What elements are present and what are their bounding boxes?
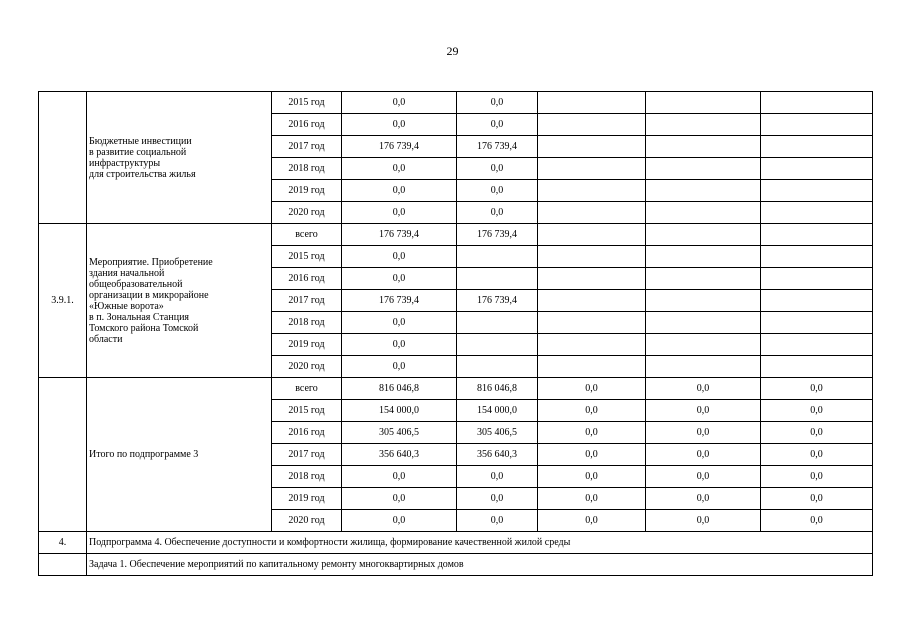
section-number [39, 554, 87, 576]
year-cell: 2018 год [272, 466, 342, 488]
item-number: 3.9.1. [39, 224, 87, 378]
value-cell: 0,0 [761, 444, 873, 466]
value-cell [646, 224, 761, 246]
value-cell: 0,0 [646, 488, 761, 510]
value-cell [761, 312, 873, 334]
value-cell: 0,0 [342, 180, 457, 202]
value-cell [457, 246, 538, 268]
value-cell [761, 356, 873, 378]
value-cell: 0,0 [457, 202, 538, 224]
value-cell [538, 334, 646, 356]
table-row [39, 378, 873, 400]
value-cell: 0,0 [646, 400, 761, 422]
value-cell: 0,0 [342, 114, 457, 136]
value-cell: 154 000,0 [457, 400, 538, 422]
value-cell [646, 356, 761, 378]
year-cell: 2016 год [272, 422, 342, 444]
value-cell: 0,0 [646, 422, 761, 444]
item-name: Итого по подпрограмме 3 [87, 378, 272, 532]
page-number: 29 [446, 44, 459, 58]
year-cell: 2017 год [272, 444, 342, 466]
value-cell: 356 640,3 [342, 444, 457, 466]
value-cell [538, 224, 646, 246]
section-row [39, 554, 873, 576]
year-cell: 2017 год [272, 136, 342, 158]
value-cell: 0,0 [761, 378, 873, 400]
value-cell [457, 334, 538, 356]
value-cell [538, 114, 646, 136]
item-number [39, 378, 87, 532]
value-cell: 0,0 [457, 180, 538, 202]
value-cell [646, 92, 761, 114]
year-cell: всего [272, 378, 342, 400]
value-cell [457, 356, 538, 378]
value-cell [646, 290, 761, 312]
value-cell [646, 268, 761, 290]
value-cell [761, 290, 873, 312]
value-cell [761, 334, 873, 356]
value-cell [761, 246, 873, 268]
value-cell [646, 312, 761, 334]
value-cell: 0,0 [646, 510, 761, 532]
value-cell: 176 739,4 [457, 224, 538, 246]
value-cell: 0,0 [646, 444, 761, 466]
value-cell [646, 136, 761, 158]
value-cell [761, 136, 873, 158]
value-cell: 176 739,4 [342, 290, 457, 312]
value-cell [761, 202, 873, 224]
value-cell [538, 202, 646, 224]
value-cell [538, 356, 646, 378]
value-cell: 0,0 [761, 510, 873, 532]
value-cell [457, 268, 538, 290]
value-cell [538, 180, 646, 202]
year-cell: 2019 год [272, 488, 342, 510]
value-cell [538, 246, 646, 268]
value-cell: 0,0 [538, 444, 646, 466]
section-number: 4. [39, 532, 87, 554]
value-cell: 0,0 [342, 488, 457, 510]
value-cell: 0,0 [457, 114, 538, 136]
value-cell [761, 158, 873, 180]
value-cell: 305 406,5 [342, 422, 457, 444]
year-cell: 2017 год [272, 290, 342, 312]
year-cell: 2015 год [272, 400, 342, 422]
value-cell: 816 046,8 [342, 378, 457, 400]
item-number [39, 92, 87, 224]
value-cell: 356 640,3 [457, 444, 538, 466]
year-cell: 2020 год [272, 510, 342, 532]
value-cell [538, 136, 646, 158]
value-cell [761, 224, 873, 246]
value-cell [761, 268, 873, 290]
value-cell: 176 739,4 [457, 136, 538, 158]
value-cell: 0,0 [457, 92, 538, 114]
value-cell: 0,0 [761, 488, 873, 510]
value-cell [538, 312, 646, 334]
value-cell: 305 406,5 [457, 422, 538, 444]
value-cell [646, 158, 761, 180]
year-cell: 2019 год [272, 334, 342, 356]
year-cell: 2016 год [272, 114, 342, 136]
value-cell: 0,0 [761, 466, 873, 488]
year-cell: 2018 год [272, 312, 342, 334]
year-cell: 2015 год [272, 246, 342, 268]
item-name: Мероприятие. Приобретение здания начальной общеобразовательной организации в микрорайоне «Южные ворота» в п. Зональная Станция Томского района Томской области [87, 224, 272, 378]
item-name: Бюджетные инвестиции в развитие социальной инфраструктуры для строительства жилья [87, 92, 272, 224]
year-cell: 2020 год [272, 356, 342, 378]
value-cell: 0,0 [457, 510, 538, 532]
value-cell [646, 180, 761, 202]
section-row [39, 532, 873, 554]
year-cell: 2016 год [272, 268, 342, 290]
value-cell [538, 158, 646, 180]
budget-table [38, 91, 873, 576]
value-cell [457, 312, 538, 334]
value-cell: 0,0 [342, 334, 457, 356]
value-cell: 176 739,4 [457, 290, 538, 312]
value-cell [761, 180, 873, 202]
year-cell: 2019 год [272, 180, 342, 202]
value-cell [538, 92, 646, 114]
year-cell: 2018 год [272, 158, 342, 180]
year-cell: всего [272, 224, 342, 246]
value-cell: 0,0 [342, 158, 457, 180]
value-cell: 0,0 [342, 466, 457, 488]
value-cell: 0,0 [538, 400, 646, 422]
value-cell [761, 114, 873, 136]
section-title: Подпрограмма 4. Обеспечение доступности и комфортности жилища, формирование качественной жилой среды [87, 532, 873, 554]
value-cell: 0,0 [457, 158, 538, 180]
value-cell: 0,0 [342, 202, 457, 224]
value-cell [538, 268, 646, 290]
value-cell [538, 290, 646, 312]
value-cell: 0,0 [342, 268, 457, 290]
value-cell: 0,0 [538, 488, 646, 510]
value-cell: 816 046,8 [457, 378, 538, 400]
value-cell [761, 92, 873, 114]
section-title: Задача 1. Обеспечение мероприятий по капитальному ремонту многоквартирных домов [87, 554, 873, 576]
value-cell: 0,0 [761, 422, 873, 444]
value-cell: 0,0 [538, 466, 646, 488]
value-cell: 154 000,0 [342, 400, 457, 422]
value-cell: 0,0 [342, 92, 457, 114]
table-row [39, 224, 873, 246]
value-cell [646, 114, 761, 136]
value-cell: 0,0 [646, 466, 761, 488]
value-cell: 0,0 [342, 510, 457, 532]
year-cell: 2015 год [272, 92, 342, 114]
value-cell: 176 739,4 [342, 136, 457, 158]
value-cell: 0,0 [457, 488, 538, 510]
table-row [39, 92, 873, 114]
value-cell: 0,0 [761, 400, 873, 422]
value-cell: 0,0 [646, 378, 761, 400]
value-cell: 0,0 [457, 466, 538, 488]
value-cell [646, 246, 761, 268]
value-cell: 0,0 [538, 378, 646, 400]
value-cell: 0,0 [342, 246, 457, 268]
value-cell [646, 202, 761, 224]
value-cell: 0,0 [538, 510, 646, 532]
value-cell: 0,0 [538, 422, 646, 444]
value-cell [646, 334, 761, 356]
value-cell: 176 739,4 [342, 224, 457, 246]
year-cell: 2020 год [272, 202, 342, 224]
value-cell: 0,0 [342, 312, 457, 334]
value-cell: 0,0 [342, 356, 457, 378]
